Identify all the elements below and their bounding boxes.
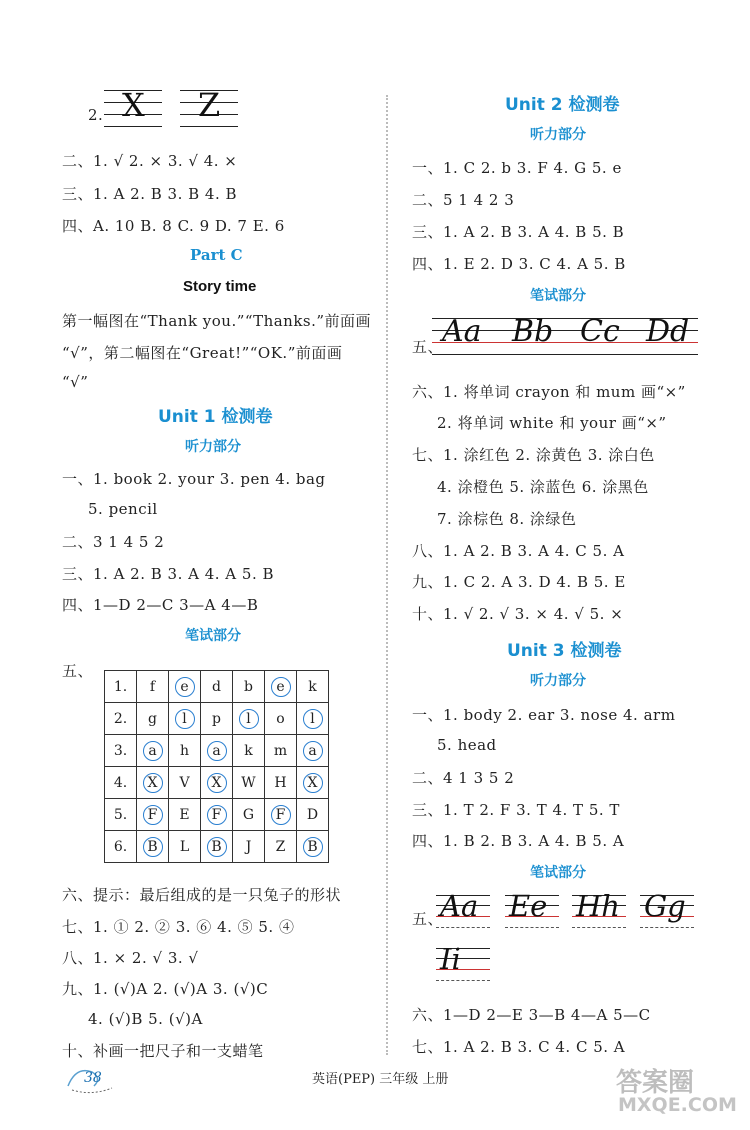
q2-number: 2. — [88, 106, 104, 124]
writing-heading: 笔试部分 — [530, 288, 586, 304]
grid-letter: 2. — [113, 710, 128, 727]
circled-letter: B — [207, 837, 227, 857]
answer-line: 4. 涂橙色 5. 涂蓝色 6. 涂黑色 — [437, 478, 649, 496]
circled-letter: l — [303, 709, 323, 729]
grid-cell — [201, 799, 233, 831]
handwritten-bb: Bb — [512, 314, 554, 349]
answer-line: 八、1. × 2. √ 3. √ — [62, 949, 199, 967]
grid-cell — [233, 831, 265, 863]
grid-letter: W — [241, 774, 256, 791]
grid-letter: f — [149, 678, 156, 695]
answer-line: 四、1. E 2. D 3. C 4. A 5. B — [412, 255, 626, 273]
grid-cell — [201, 671, 233, 703]
answer-line: 三、1. A 2. B 3. A 4. A 5. B — [62, 565, 275, 583]
grid-cell — [297, 735, 329, 767]
grid-cell — [233, 671, 265, 703]
grid-letter: D — [306, 806, 319, 823]
answer-line: 六、提示：最后组成的是一只兔子的形状 — [62, 886, 342, 904]
grid-row — [105, 703, 329, 735]
circled-letter: X — [143, 773, 163, 793]
grid-cell — [137, 703, 169, 735]
grid-cell — [297, 767, 329, 799]
answer-line: 七、1. A 2. B 3. C 4. C 5. A — [412, 1038, 626, 1056]
grid-letter: m — [273, 742, 288, 759]
handwritten-aa: Aa — [440, 889, 479, 923]
circled-letter: B — [303, 837, 323, 857]
grid-row-number — [105, 767, 137, 799]
grid-cell — [169, 671, 201, 703]
answer-line: 九、1. C 2. A 3. D 4. B 5. E — [412, 573, 626, 591]
grid-row — [105, 671, 329, 703]
grid-letter: G — [242, 806, 255, 823]
answer-line: 九、1. (√)A 2. (√)A 3. (√)C — [62, 980, 269, 998]
unit2-title: Unit 2 检测卷 — [505, 95, 620, 115]
grid-cell — [265, 831, 297, 863]
grid-letter: E — [179, 806, 190, 823]
grid-letter: g — [148, 710, 157, 727]
circled-letter: e — [271, 677, 291, 697]
watermark-url: MXQE.COM — [618, 1094, 737, 1116]
circled-letter: F — [207, 805, 227, 825]
grid-cell — [297, 831, 329, 863]
grid-letter: h — [179, 742, 190, 759]
circled-letter: X — [207, 773, 227, 793]
circled-letter: a — [303, 741, 323, 761]
answer-line: 三、1. T 2. F 3. T 4. T 5. T — [412, 801, 620, 819]
answer-line: 一、1. book 2. your 3. pen 4. bag — [62, 470, 326, 488]
grid-cell — [137, 735, 169, 767]
grid-cell — [137, 671, 169, 703]
grid-cell — [169, 831, 201, 863]
grid-cell — [265, 703, 297, 735]
grid-letter: b — [244, 678, 253, 695]
handwriting-lines-ee — [505, 889, 559, 927]
handwriting-lines-ii — [436, 942, 490, 980]
handwriting-lines-unit2 — [432, 314, 698, 354]
answer-line: 十、1. √ 2. √ 3. × 4. √ 5. × — [412, 605, 624, 623]
answer-line: 4. (√)B 5. (√)A — [88, 1010, 203, 1028]
answer-line: 二、1. √ 2. × 3. √ 4. × — [62, 152, 238, 170]
grid-letter: 6. — [113, 838, 128, 855]
unit1-title: Unit 1 检测卷 — [158, 407, 273, 427]
grid-row-number — [105, 831, 137, 863]
answer-line: 六、1—D 2—E 3—B 4—A 5—C — [412, 1006, 651, 1024]
grid-letter: L — [179, 838, 190, 855]
answer-line: 2. 将单词 white 和 your 画“×” — [437, 414, 667, 432]
answer-line: 四、1. B 2. B 3. A 4. B 5. A — [412, 832, 625, 850]
grid-cell — [201, 703, 233, 735]
answer-line: 5. head — [437, 736, 497, 754]
grid-letter: 5. — [113, 806, 128, 823]
answer-line: 三、1. A 2. B 3. B 4. B — [62, 185, 238, 203]
question-label: 五、 — [412, 338, 444, 356]
handwritten-gg: Gg — [644, 889, 686, 923]
grid-cell — [233, 767, 265, 799]
grid-cell — [169, 735, 201, 767]
grid-cell — [297, 799, 329, 831]
listening-heading: 听力部分 — [185, 439, 241, 455]
story-text: “√” — [62, 373, 89, 391]
grid-letter: k — [308, 678, 317, 695]
circled-letter: a — [143, 741, 163, 761]
grid-cell — [233, 703, 265, 735]
answer-line: 二、5 1 4 2 3 — [412, 191, 515, 209]
grid-row-number — [105, 671, 137, 703]
grid-letter: V — [179, 774, 190, 791]
answer-line: 七、1. ① 2. ② 3. ⑥ 4. ⑤ 5. ④ — [62, 918, 295, 936]
grid-cell — [201, 767, 233, 799]
handwriting-lines-gg — [640, 889, 694, 927]
grid-cell — [137, 831, 169, 863]
answer-line: 八、1. A 2. B 3. A 4. C 5. A — [412, 542, 625, 560]
grid-letter: p — [212, 710, 221, 727]
grid-cell — [265, 799, 297, 831]
unit3-title: Unit 3 检测卷 — [507, 641, 622, 661]
handwritten-hh: Hh — [576, 889, 620, 923]
handwritten-aa: Aa — [442, 314, 482, 349]
handwritten-x: X — [122, 86, 145, 124]
answer-line: 一、1. body 2. ear 3. nose 4. arm — [412, 706, 676, 724]
grid-cell — [265, 767, 297, 799]
grid-cell — [233, 799, 265, 831]
letter-grid — [104, 670, 329, 863]
answer-line: 六、1. 将单词 crayon 和 mum 画“×” — [412, 383, 686, 401]
writing-heading: 笔试部分 — [185, 628, 241, 644]
grid-cell — [201, 735, 233, 767]
grid-letter: 1. — [113, 678, 128, 695]
circled-letter: X — [303, 773, 323, 793]
handwriting-lines-z — [180, 86, 238, 126]
grid-cell — [137, 767, 169, 799]
grid-cell — [201, 831, 233, 863]
grid-row — [105, 831, 329, 863]
listening-heading: 听力部分 — [530, 127, 586, 143]
grid-cell — [265, 671, 297, 703]
grid-row-number — [105, 703, 137, 735]
grid-letter: k — [244, 742, 253, 759]
circled-letter: a — [207, 741, 227, 761]
grid-cell — [169, 799, 201, 831]
circled-letter: e — [175, 677, 195, 697]
grid-cell — [233, 735, 265, 767]
listening-heading: 听力部分 — [530, 673, 586, 689]
circled-letter: B — [143, 837, 163, 857]
grid-cell — [297, 703, 329, 735]
grid-row-number — [105, 735, 137, 767]
answer-line: 四、1—D 2—C 3—A 4—B — [62, 596, 259, 614]
handwriting-lines-x — [104, 86, 162, 126]
grid-cell — [297, 671, 329, 703]
grid-letter: 3. — [113, 742, 128, 759]
grid-letter: 4. — [113, 774, 128, 791]
answer-line: 5. pencil — [88, 500, 158, 518]
grid-cell — [137, 799, 169, 831]
answer-line: 三、1. A 2. B 3. A 4. B 5. B — [412, 223, 625, 241]
question-label: 五、 — [62, 662, 94, 680]
page-number: 38 — [84, 1070, 102, 1086]
handwriting-lines-aa — [436, 889, 490, 927]
grid-cell — [169, 703, 201, 735]
answer-line: 7. 涂棕色 8. 涂绿色 — [437, 510, 577, 528]
column-divider — [386, 95, 388, 1055]
handwritten-ee: Ee — [509, 889, 548, 923]
circled-letter: F — [143, 805, 163, 825]
grid-row — [105, 767, 329, 799]
grid-cell — [265, 735, 297, 767]
grid-row — [105, 735, 329, 767]
answer-line: 二、4 1 3 5 2 — [412, 769, 515, 787]
answer-line: 七、1. 涂红色 2. 涂黄色 3. 涂白色 — [412, 446, 655, 464]
story-time-heading: Story time — [183, 278, 257, 295]
answer-line: 一、1. C 2. b 3. F 4. G 5. e — [412, 159, 622, 177]
story-text: “√”，第二幅图在“Great!”“OK.”前面画 — [62, 344, 343, 362]
circled-letter: F — [271, 805, 291, 825]
handwritten-ii: Ii — [440, 942, 461, 976]
grid-cell — [169, 767, 201, 799]
watermark-logo: 答案圈 — [616, 1068, 695, 1098]
handwritten-cc: Cc — [580, 314, 620, 349]
grid-letter: Z — [275, 838, 286, 855]
writing-heading: 笔试部分 — [530, 865, 586, 881]
grid-letter: H — [274, 774, 287, 791]
story-text: 第一幅图在“Thank you.”“Thanks.”前面画 — [62, 312, 372, 330]
handwriting-lines-hh — [572, 889, 626, 927]
question-label: 五、 — [412, 910, 444, 928]
grid-letter: o — [276, 710, 285, 727]
circled-letter: l — [239, 709, 259, 729]
handwritten-z: Z — [198, 86, 221, 124]
circled-letter: l — [175, 709, 195, 729]
grid-letter: J — [245, 838, 252, 855]
handwritten-dd: Dd — [646, 314, 690, 349]
grid-row — [105, 799, 329, 831]
answer-line: 四、A. 10 B. 8 C. 9 D. 7 E. 6 — [62, 217, 285, 235]
answer-line: 十、补画一把尺子和一支蜡笔 — [62, 1042, 264, 1060]
book-title: 英语(PEP) 三年级 上册 — [312, 1072, 449, 1087]
answer-line: 二、3 1 4 5 2 — [62, 533, 165, 551]
grid-row-number — [105, 799, 137, 831]
part-c-heading: Part C — [190, 246, 243, 264]
grid-letter: d — [212, 678, 221, 695]
